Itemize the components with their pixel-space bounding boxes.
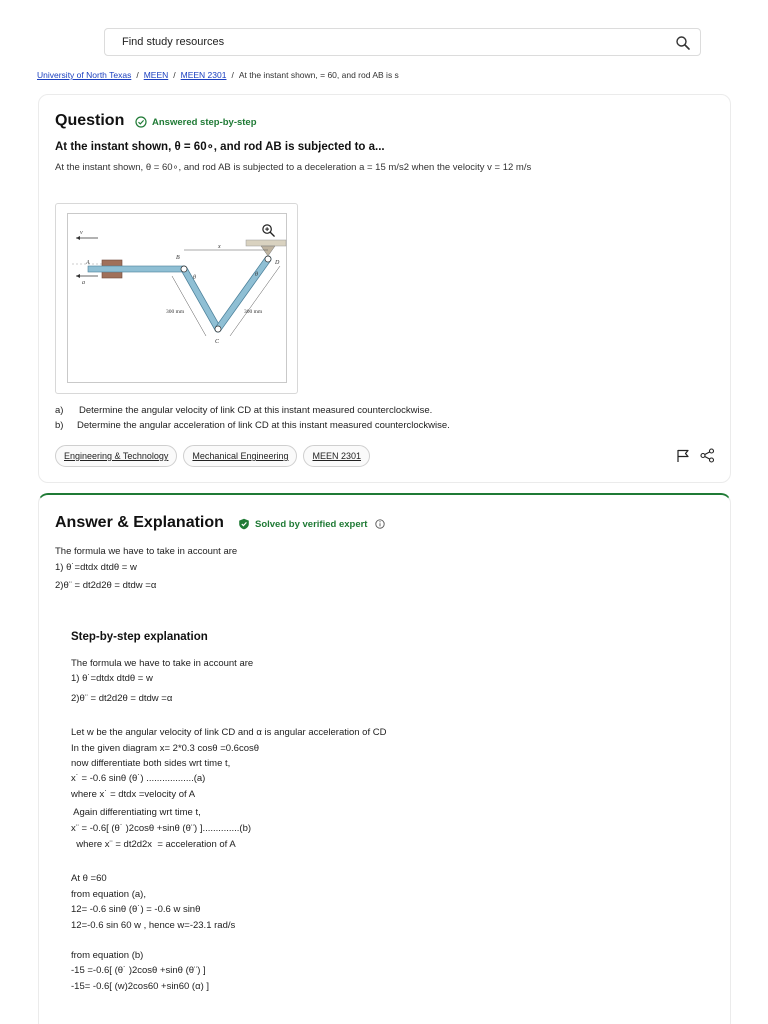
info-icon[interactable] (375, 519, 385, 529)
answered-badge-label: Answered step-by-step (152, 116, 257, 128)
calc2-line-3: -15= -0.6[ (w)2cos60 +sin60 (α) ] (71, 981, 210, 992)
question-body: At the instant shown, θ = 60∘, and rod AB is subjected to a deceleration a = 15 m/s2 when the velocity v = 12 m/s (55, 162, 532, 173)
answer-intro-line-1: The formula we have to take in account are (55, 546, 238, 557)
part-b-text: Determine the angular acceleration of link CD at this instant measured counterclockwise. (77, 420, 450, 431)
answered-badge (135, 116, 257, 128)
verified-badge-label: Solved by verified expert (255, 518, 368, 530)
answer-intro-line-3: 2)θ¨ = dt2d2θ = dtdw =α (55, 580, 157, 591)
check-circle-icon (135, 116, 147, 128)
calc-line-4: 12=-0.6 sin 60 w , hence w=-23.1 rad/s (71, 920, 236, 931)
fig-label-B: B (176, 255, 180, 261)
pin-b (181, 266, 187, 272)
step-formula-line-3: 2)θ¨ = dt2d2θ = dtdw =α (71, 693, 173, 704)
shield-check-icon (238, 518, 250, 530)
link-cd (218, 259, 268, 329)
part-b-number: b) (55, 420, 64, 431)
support-d-bracket (261, 246, 275, 256)
calc2-line-2: -15 =-0.6[ (θ˙ )2cosθ +sinθ (θ¨) ] (71, 965, 206, 976)
derivation-line-4: x˙ = -0.6 sinθ (θ˙) ..................(a) (71, 773, 206, 784)
question-heading: At the instant shown, θ = 60∘, and rod AB is subjected to a... (55, 141, 385, 153)
fig-label-a: a (82, 280, 85, 286)
search-placeholder: Find study resources (122, 36, 225, 48)
breadcrumb: University of North Texas / MEEN / MEEN 2301 / At the instant shown, = 60, and rod AB is s (37, 70, 399, 80)
breadcrumb-link-course[interactable]: MEEN 2301 (180, 70, 227, 80)
fig-label-A: A (86, 260, 90, 266)
derivation-line-6: Again differentiating wrt time t, (71, 807, 201, 818)
derivation-line-2: In the given diagram x= 2*0.3 cosθ =0.6cosθ (71, 743, 260, 754)
derivation-line-8: where x¨ = dt2d2x = acceleration of A (71, 839, 236, 850)
question-title: Question (55, 112, 125, 129)
pin-c (215, 326, 221, 332)
flag-icon[interactable] (676, 449, 690, 463)
calc-line-1: At θ =60 (71, 873, 107, 884)
answer-card (38, 493, 731, 1024)
velocity-arrow-head (76, 236, 80, 240)
verified-badge (238, 518, 385, 530)
question-part-a (55, 405, 432, 416)
fig-label-theta-1: θ (193, 275, 196, 281)
search-input[interactable] (104, 28, 701, 56)
tag-list (55, 445, 370, 467)
question-part-b (55, 420, 450, 431)
link-bc (184, 269, 218, 329)
calc-line-3: 12= -0.6 sinθ (θ˙) = -0.6 w sinθ (71, 904, 201, 915)
fig-label-x: x (218, 244, 221, 250)
figure-frame (67, 213, 287, 383)
breadcrumb-link-university[interactable]: University of North Texas (37, 70, 132, 80)
question-figure[interactable] (55, 203, 298, 394)
breadcrumb-current: At the instant shown, = 60, and rod AB is s (238, 70, 399, 80)
fig-label-C: C (215, 339, 220, 345)
derivation-line-5: where x˙ = dtdx =velocity of A (71, 789, 196, 800)
fig-label-dim-1: 300 mm (166, 309, 185, 315)
pin-d (265, 256, 271, 262)
breadcrumb-link-meen[interactable]: MEEN (143, 70, 169, 80)
step-by-step-title: Step-by-step explanation (71, 631, 208, 643)
tag-mechanical-engineering[interactable]: Mechanical Engineering (183, 445, 297, 467)
mechanism-diagram (68, 214, 288, 384)
support-d (246, 240, 286, 246)
step-formula-line-1: The formula we have to take in account are (71, 658, 254, 669)
calc2-line-1: from equation (b) (71, 950, 144, 961)
share-icon[interactable] (700, 448, 715, 463)
calc-line-2: from equation (a), (71, 889, 146, 900)
zoom-in-icon[interactable] (261, 223, 276, 238)
fig-label-theta-2: θ (255, 272, 258, 278)
derivation-line-7: x¨ = -0.6[ (θ˙ )2cosθ +sinθ (θ¨) ]..............(b) (71, 823, 252, 834)
question-card (38, 94, 731, 483)
tag-meen-2301[interactable]: MEEN 2301 (303, 445, 370, 467)
fig-label-v: v (80, 230, 83, 236)
dim-bc-line (172, 276, 206, 336)
part-a-number: a) (55, 405, 64, 416)
acceleration-arrow-head (76, 274, 80, 278)
derivation-line-3: now differentiate both sides wrt time t, (71, 758, 231, 769)
part-a-text: Determine the angular velocity of link CD at this instant measured counterclockwise. (79, 405, 433, 416)
fig-label-D: D (275, 260, 280, 266)
fig-label-dim-2: 300 mm (244, 309, 263, 315)
rod-ab (88, 266, 184, 272)
derivation-line-1: Let w be the angular velocity of link CD and α is angular acceleration of CD (71, 727, 387, 738)
step-formula-line-2: 1) θ˙=dtdx dtdθ = w (71, 673, 153, 684)
tag-engineering-technology[interactable]: Engineering & Technology (55, 445, 177, 467)
answer-intro-line-2: 1) θ˙=dtdx dtdθ = w (55, 562, 137, 573)
answer-title: Answer & Explanation (55, 514, 224, 531)
search-icon[interactable] (675, 35, 691, 51)
